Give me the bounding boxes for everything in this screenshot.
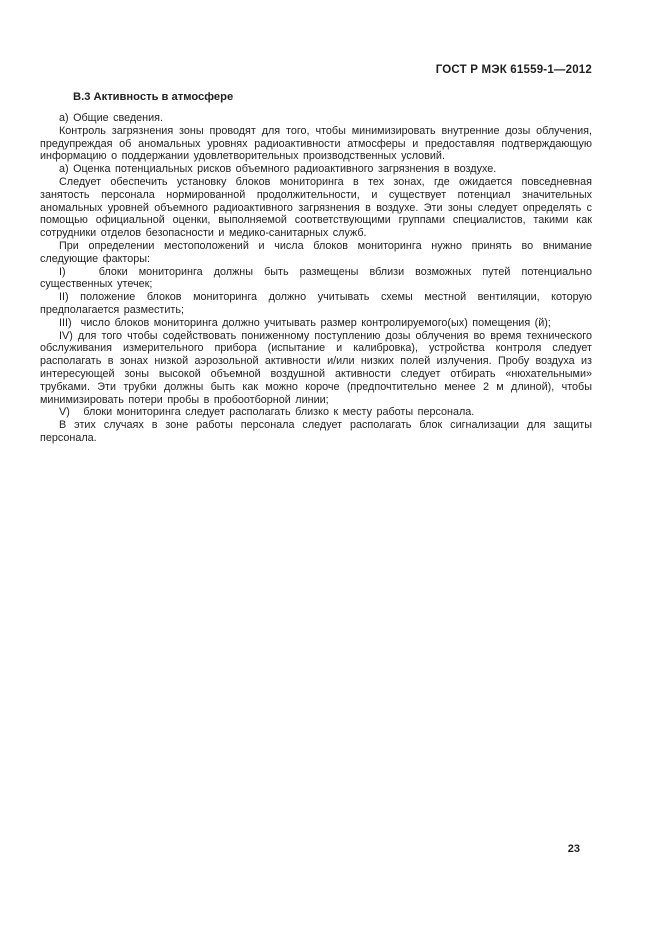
list-item-I: I) блоки мониторинга должны быть размещены вблизи возможных путей потенциально существенных утечек; (40, 265, 592, 291)
document-body (40, 112, 592, 445)
section-title: В.3 Активность в атмосфере (73, 91, 234, 103)
paragraph: В этих случаях в зоне работы персонала следует располагать блок сигнализации для защиты персонала. (40, 419, 592, 444)
list-item-III: III) число блоков мониторинга должно учитывать размер контролируемого(ых) помещения (й); (59, 316, 551, 329)
paragraph: Следует обеспечить установку блоков мониторинга в тех зонах, где ожидается повседневная занятость персонала нормированной продолжительности, и существует потенциал значительных аномальных уровней объемного радиоактивного загрязнения в воздухе. Эти зоны следует определять с помощью официальной оценки, выполняемой соответствующими группами специалистов, такими как сотрудники отделов безопасности и медико-санитарных служб. (40, 175, 592, 240)
paragraph: а) Общие сведения. (59, 112, 164, 124)
paragraph: а) Оценка потенциальных рисков объемного радиоактивного загрязнения в воздухе. (59, 163, 497, 176)
list-item-V: V) блоки мониторинга следует располагать близко к месту работы персонала. (59, 406, 475, 419)
list-item-II: II) положение блоков мониторинга должно учитывать схемы местной вентиляции, которую предполагается разместить; (40, 291, 592, 316)
paragraph: Контроль загрязнения зоны проводят для того, чтобы минимизировать внутренние дозы облучения, предупреждая об аномальных уровнях радиоактивности атмосферы и предоставляя подтверждающую информацию о поддержании удовлетворительных производственных условий. (40, 124, 592, 163)
running-header: ГОСТ Р МЭК 61559-1—2012 (435, 64, 592, 76)
paragraph: При определении местоположений и числа блоков мониторинга нужно принять во внимание следующие факторы: (40, 239, 592, 265)
page-number: 23 (567, 843, 580, 855)
list-item-IV: IV) для того чтобы содействовать пониженному поступлению дозы облучения во время технического обслуживания измерительного прибора (испытание и калибровка), устройства контроля следует располагать в зонах низкой аэрозольной активности и/или низких полей излучения. Пробу воздуха из интересующей зоны высокой объемной воздушной активности следует отбирать «нюхательными» трубками. Эти трубки должны быть как можно короче (предпочтительно менее 2 м длиной), чтобы минимизировать потери пробы в пробоотборной линии; (40, 329, 592, 406)
